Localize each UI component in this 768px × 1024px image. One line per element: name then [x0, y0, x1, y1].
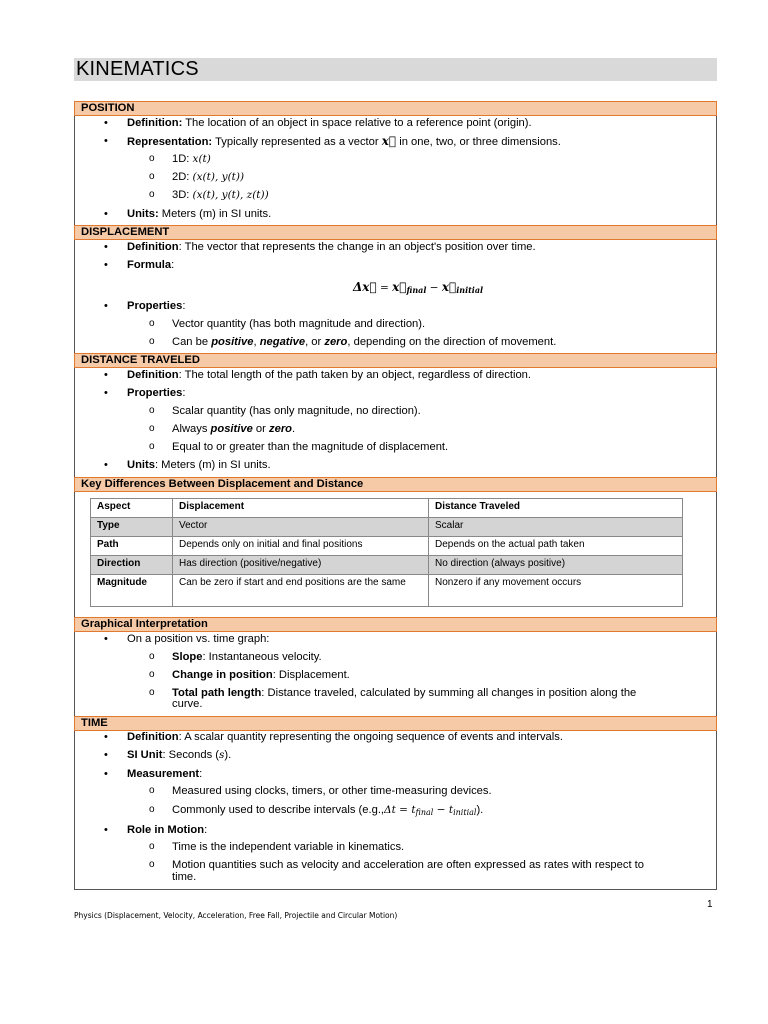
- distance-properties-label: Properties:: [127, 387, 186, 399]
- distance-prop-1: Scalar quantity (has only magnitude, no direction).: [172, 405, 421, 417]
- time-role-1: Time is the independent variable in kinematics.: [172, 841, 405, 853]
- section-header-graphical: Graphical Interpretation: [74, 617, 717, 632]
- table-header-cell: Aspect: [91, 499, 173, 518]
- section-header-distance: DISTANCE TRAVELED: [74, 353, 717, 368]
- footer-subtitle: Physics (Displacement, Velocity, Acceleration, Free Fall, Projectile and Circular Motion): [74, 911, 398, 920]
- table-row: [91, 556, 683, 575]
- sub-bullet: o: [149, 405, 155, 416]
- distance-prop-2: Always positive or zero.: [172, 423, 296, 435]
- section-header-time: TIME: [74, 716, 717, 731]
- bullet: •: [104, 208, 108, 220]
- graphical-total: Total path length: Distance traveled, calculated by summing all changes in position along the: [172, 687, 637, 699]
- distance-definition: Definition: The total length of the path taken by an object, regardless of direction.: [127, 369, 532, 381]
- bullet: •: [104, 117, 108, 129]
- table-cell: Depends only on initial and final positions: [173, 537, 429, 556]
- time-measurement-label: Measurement:: [127, 768, 203, 780]
- table-row: [91, 537, 683, 556]
- time-meas-1: Measured using clocks, timers, or other time-measuring devices.: [172, 785, 492, 797]
- bullet: •: [104, 135, 108, 147]
- position-1d: 1D: x(t): [172, 153, 211, 165]
- table-row: [91, 575, 683, 607]
- graphical-change: Change in position: Displacement.: [172, 669, 350, 681]
- table-cell: Can be zero if start and end positions are the same: [173, 575, 429, 607]
- position-representation: Representation: Typically represented as a vector x⃗ in one, two, or three dimensions.: [127, 134, 561, 148]
- bullet: •: [104, 633, 108, 645]
- sub-bullet: o: [149, 189, 155, 200]
- displacement-formula-label: Formula:: [127, 259, 175, 271]
- bullet: •: [104, 824, 108, 836]
- position-definition: Definition: The location of an object in space relative to a reference point (origin).: [127, 117, 532, 129]
- table-cell: Vector: [173, 518, 429, 537]
- time-definition: Definition: A scalar quantity representing the ongoing sequence of events and intervals.: [127, 731, 563, 743]
- table-cell: Magnitude: [91, 575, 173, 607]
- bullet: •: [104, 731, 108, 743]
- table-cell: Nonzero if any movement occurs: [429, 575, 683, 607]
- position-3d: 3D: (x(t), y(t), z(t)): [172, 189, 269, 201]
- section-header-key-differences: Key Differences Between Displacement and Distance: [74, 477, 717, 492]
- table-cell: Has direction (positive/negative): [173, 556, 429, 575]
- sub-bullet: o: [149, 687, 155, 698]
- sub-bullet: o: [149, 441, 155, 452]
- graphical-intro: On a position vs. time graph:: [127, 633, 270, 645]
- sub-bullet: o: [149, 153, 155, 164]
- sub-bullet: o: [149, 651, 155, 662]
- page-number: 1: [707, 899, 713, 910]
- page-title: KINEMATICS: [76, 58, 199, 80]
- bullet: •: [104, 241, 108, 253]
- table-header-cell: Distance Traveled: [429, 499, 683, 518]
- time-role-2: Motion quantities such as velocity and acceleration are often expressed as rates with respect to: [172, 859, 644, 871]
- table-cell: Depends on the actual path taken: [429, 537, 683, 556]
- bullet: •: [104, 749, 108, 761]
- distance-units: Units: Meters (m) in SI units.: [127, 459, 271, 471]
- displacement-prop-1: Vector quantity (has both magnitude and direction).: [172, 318, 426, 330]
- graphical-total-cont: curve.: [172, 698, 203, 710]
- sub-bullet: o: [149, 423, 155, 434]
- sub-bullet: o: [149, 804, 155, 815]
- bullet: •: [104, 369, 108, 381]
- time-role-label: Role in Motion:: [127, 824, 208, 836]
- sub-bullet: o: [149, 318, 155, 329]
- table-header-row: [91, 499, 683, 518]
- bullet: •: [104, 459, 108, 471]
- table-cell: Direction: [91, 556, 173, 575]
- bullet: •: [104, 259, 108, 271]
- displacement-formula: Δx⃗ = $x⃗_{final}$ − $x⃗_{initial}$: [353, 280, 484, 295]
- section-header-position: POSITION: [74, 101, 717, 116]
- graphical-slope: Slope: Instantaneous velocity.: [172, 651, 322, 663]
- section-header-displacement: DISPLACEMENT: [74, 225, 717, 240]
- displacement-prop-2: Can be positive, negative, or zero, depending on the direction of movement.: [172, 336, 557, 348]
- time-si-unit: SI Unit: Seconds (s).: [127, 749, 232, 761]
- table-row: [91, 518, 683, 537]
- time-role-2-cont: time.: [172, 871, 197, 883]
- bullet: •: [104, 768, 108, 780]
- table-header-cell: Displacement: [173, 499, 429, 518]
- sub-bullet: o: [149, 669, 155, 680]
- displacement-definition: Definition: The vector that represents the change in an object's position over time.: [127, 241, 536, 253]
- bullet: •: [104, 300, 108, 312]
- displacement-properties-label: Properties:: [127, 300, 186, 312]
- position-2d: 2D: (x(t), y(t)): [172, 171, 245, 183]
- sub-bullet: o: [149, 785, 155, 796]
- time-meas-2: Commonly used to describe intervals $(e.g.,\Delta t = t_{final} - t_{initial})$.: [172, 804, 484, 817]
- position-units: Units: Meters (m) in SI units.: [127, 208, 272, 220]
- table-cell: No direction (always positive): [429, 556, 683, 575]
- table-cell: Scalar: [429, 518, 683, 537]
- distance-prop-3: Equal to or greater than the magnitude of displacement.: [172, 441, 449, 453]
- comparison-table: [90, 498, 683, 607]
- table-cell: Path: [91, 537, 173, 556]
- sub-bullet: o: [149, 171, 155, 182]
- sub-bullet: o: [149, 336, 155, 347]
- table-cell: Type: [91, 518, 173, 537]
- sub-bullet: o: [149, 841, 155, 852]
- bullet: •: [104, 387, 108, 399]
- sub-bullet: o: [149, 859, 155, 870]
- page-title-bar: [74, 58, 717, 81]
